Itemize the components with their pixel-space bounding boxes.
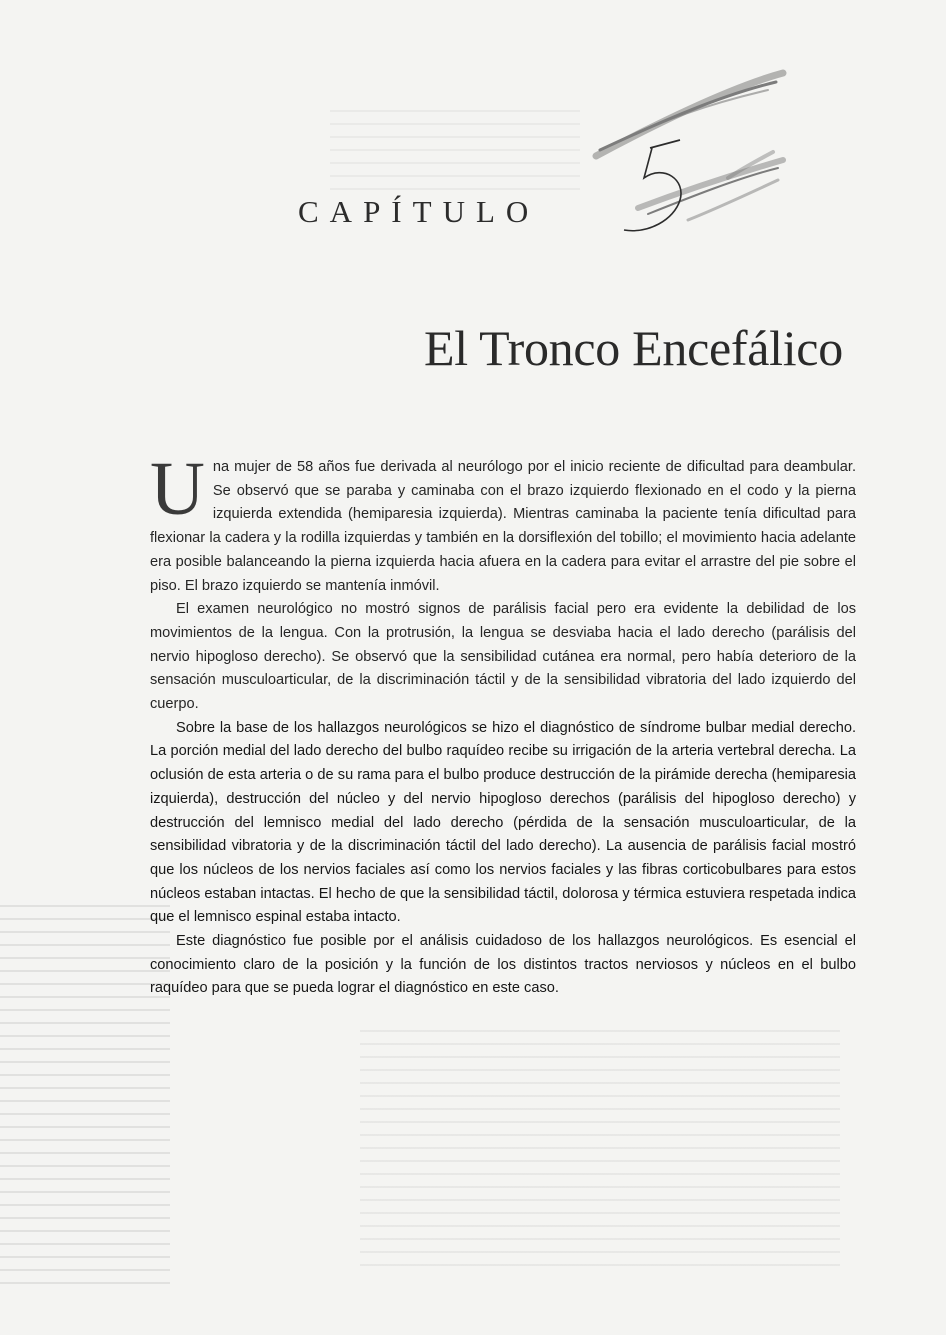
chapter-numeral: [624, 140, 681, 231]
case-paragraph-3: Sobre la base de los hallazgos neurológicos se hizo el diagnóstico de síndrome bulbar medial derecho. La porción medial del lado derecho del bulbo raquídeo recibe su irrigación de la arteria vertebral derecha. La oclusión de esta arteria o de su rama para el bulbo produce destrucción de la pirámide derecha (hemiparesia izquierda), destrucción del núcleo y del nervio hipogloso derechos (parálisis del hipogloso derecho) y destrucción del lemnisco medial del lado derecho (pérdida de la sensación musculoarticular, de la sensibilidad vibratoria y de la discriminación táctil del lado derecho). La ausencia de parálisis facial mostró que los núcleos de los nervios faciales así como los nervios faciales y las fibras corticobulbares para estos núcleos estaban intactas. El hecho de que la sensibilidad táctil, dolorosa y térmica estuviera respetada indica que el lemnisco espinal estaba intacto.: [150, 719, 856, 926]
case-paragraph-4: Este diagnóstico fue posible por el análisis cuidadoso de los hallazgos neurológicos. Es esencial el conocimiento claro de la posición y la función de los distintos tractos nerviosos y núcleos en el bulbo raquídeo para que se pueda lograr el diagnóstico en este caso.: [150, 933, 856, 997]
chapter-title: El Tronco Encefálico: [424, 320, 843, 376]
case-paragraph-1-text: na mujer de 58 años fue derivada al neurólogo por el inicio reciente de dificultad para deambular. Se observó que se paraba y caminaba con el brazo izquierdo flexionado en el codo y la pierna izquierda extendida (hemiparesia izquierda). Mientras caminaba la paciente tenía dificultad para flexionar la cadera y la rodilla izquierdas y también en la dorsiflexión del tobillo; el movimiento hacia adelante era posible balanceando la pierna izquierda hacia afuera en la cadera para evitar el arrastre del pie sobre el piso. El brazo izquierdo se mantenía inmóvil.: [150, 459, 856, 594]
case-paragraph-1: [150, 447, 856, 598]
bleed-through-lower: [360, 1030, 840, 1270]
chapter-label: CAPÍTULO: [298, 194, 540, 229]
clinical-case-text: [150, 447, 856, 1001]
chapter-number-graphic: [578, 68, 788, 248]
case-paragraph-2: El examen neurológico no mostró signos de parálisis facial pero era evidente la debilidad de los movimientos de la lengua. Con la protrusión, la lengua se desviaba hacia el lado derecho (parálisis del nervio hipogloso derecho). Se observó que la sensibilidad cutánea era normal, pero había deterioro de la sensación musculoarticular, de la discriminación táctil y de la sensibilidad vibratoria del lado izquierdo del cuerpo.: [150, 601, 856, 713]
drop-cap: U: [150, 447, 205, 531]
bleed-through-top: [330, 110, 580, 200]
bleed-through-left: [0, 905, 170, 1285]
